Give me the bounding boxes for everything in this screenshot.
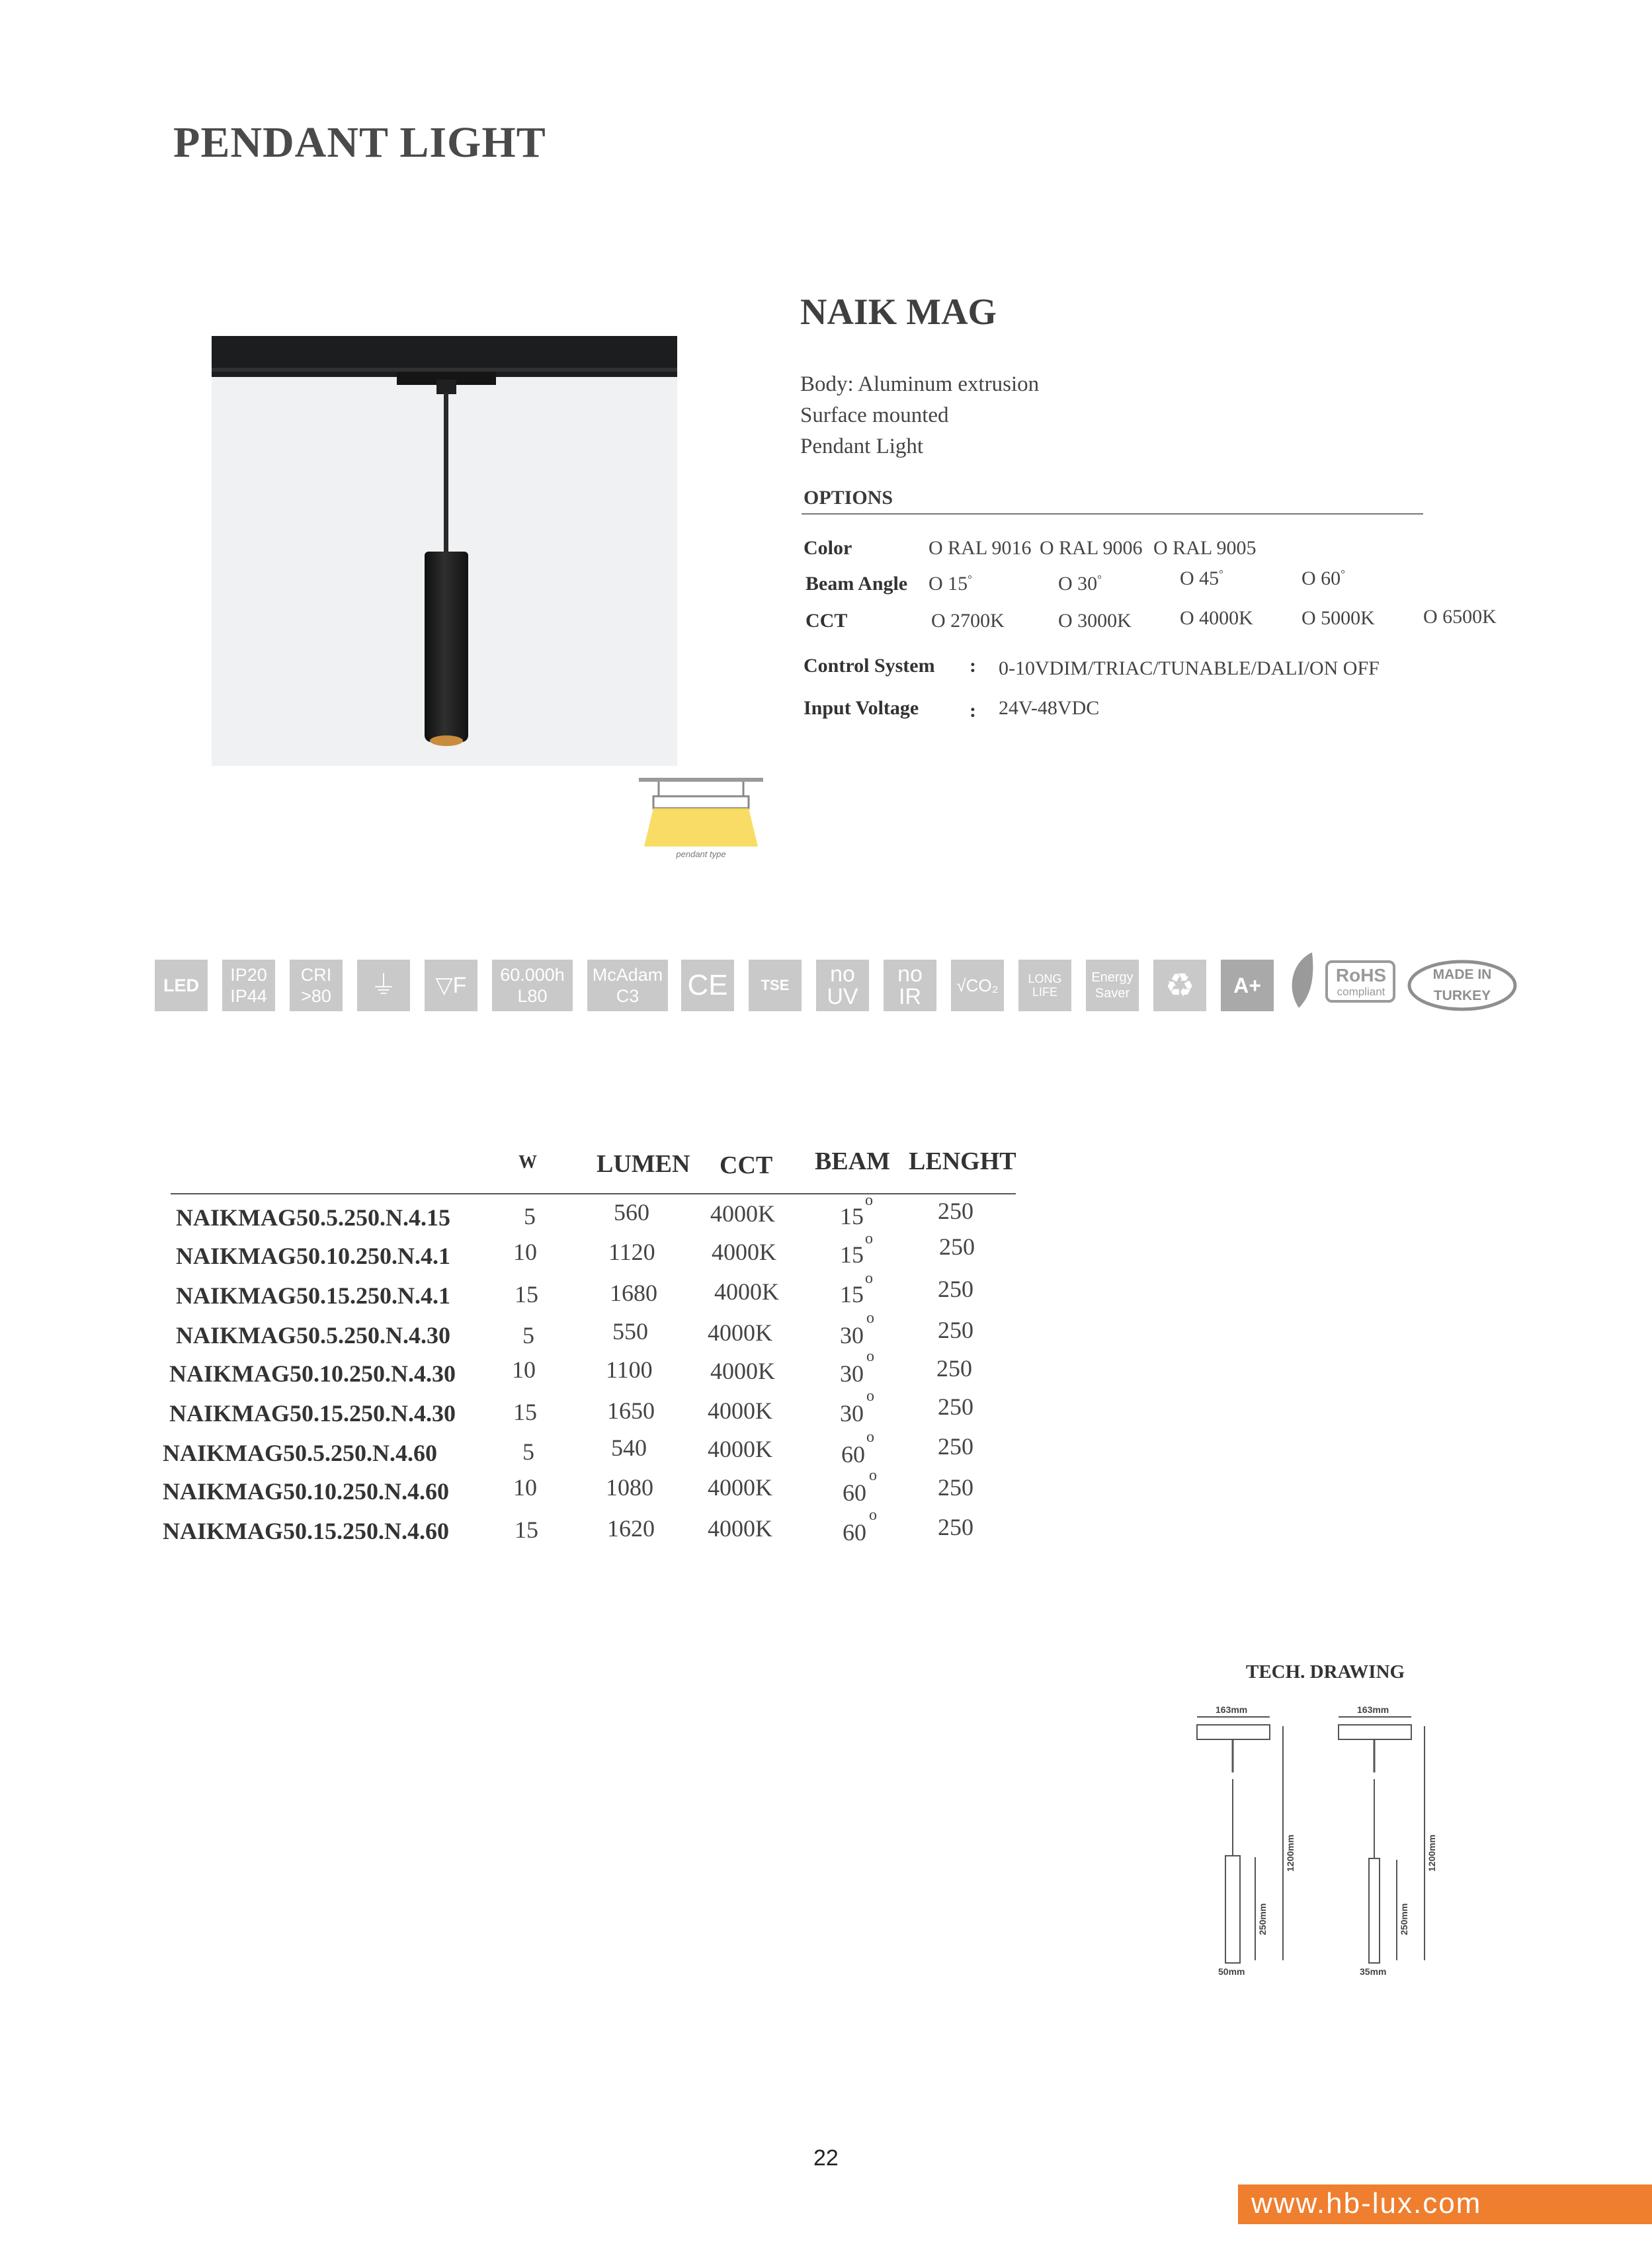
row-cct: 4000K bbox=[708, 1474, 772, 1501]
row-beam: 15 bbox=[840, 1241, 864, 1268]
row-length: 250 bbox=[939, 1233, 975, 1260]
product-photo bbox=[212, 336, 677, 766]
product-description bbox=[800, 369, 1039, 462]
recycle-icon: ♻ bbox=[1153, 960, 1206, 1011]
row-degree: o bbox=[865, 1230, 873, 1247]
rohs-badge: RoHS compliant bbox=[1286, 948, 1397, 1015]
pendant-cylinder bbox=[425, 552, 468, 742]
row-degree: o bbox=[866, 1310, 874, 1327]
header-w: W bbox=[518, 1152, 537, 1173]
footer-url-link[interactable]: www.hb-lux.com bbox=[1251, 2187, 1482, 2220]
row-length: 250 bbox=[936, 1355, 972, 1382]
made-in-turkey-badge: MADE IN TURKEY bbox=[1407, 960, 1517, 1011]
beam-angle-label: Beam Angle bbox=[805, 573, 908, 595]
ip-rating-badge: IP20 IP44 bbox=[222, 960, 275, 1011]
row-cct: 4000K bbox=[714, 1278, 779, 1305]
tech-width-a: 163mm bbox=[1216, 1704, 1248, 1715]
pendant-type-label: pendant type bbox=[676, 849, 726, 859]
row-w: 5 bbox=[522, 1322, 534, 1349]
row-code: NAIKMAG50.15.250.N.4.1 bbox=[176, 1282, 450, 1309]
row-lumen: 1120 bbox=[608, 1239, 655, 1265]
row-cct: 4000K bbox=[710, 1358, 775, 1384]
input-voltage-value: 24V-48VDC bbox=[999, 697, 1100, 719]
row-w: 5 bbox=[524, 1203, 536, 1229]
row-lumen: 1100 bbox=[606, 1356, 653, 1383]
cri-badge: CRI >80 bbox=[290, 960, 343, 1011]
ground-icon: ⏚ bbox=[357, 960, 410, 1011]
row-lumen: 1680 bbox=[610, 1280, 657, 1306]
row-cct: 4000K bbox=[710, 1200, 775, 1227]
tech-drawing-title: TECH. DRAWING bbox=[1246, 1661, 1405, 1683]
row-w: 15 bbox=[513, 1399, 537, 1425]
row-beam: 15 bbox=[840, 1281, 864, 1308]
row-w: 10 bbox=[513, 1474, 537, 1501]
tech-body-a: 250mm bbox=[1257, 1903, 1268, 1935]
color-option: O RAL 9006 bbox=[1040, 537, 1143, 559]
row-beam: 30 bbox=[840, 1322, 864, 1349]
row-code: NAIKMAG50.5.250.N.4.60 bbox=[163, 1440, 437, 1466]
row-beam: 60 bbox=[843, 1479, 866, 1506]
page-title: PENDANT LIGHT bbox=[173, 118, 546, 167]
lifetime-badge: 60.000h L80 bbox=[492, 960, 573, 1011]
row-length: 250 bbox=[938, 1198, 973, 1224]
color-label: Color bbox=[804, 537, 852, 559]
beam-option: O 15° bbox=[929, 573, 972, 595]
options-heading: OPTIONS bbox=[804, 487, 893, 509]
no-uv-badge: no UV bbox=[816, 960, 869, 1011]
tech-width-b: 163mm bbox=[1357, 1704, 1389, 1715]
row-length: 250 bbox=[938, 1317, 973, 1343]
row-beam: 30 bbox=[840, 1400, 864, 1427]
led-badge: LED bbox=[155, 960, 208, 1011]
color-option: O RAL 9005 bbox=[1153, 537, 1257, 559]
ce-mark-icon: CE bbox=[681, 960, 734, 1011]
tech-diameter-b: 35mm bbox=[1360, 1966, 1387, 1977]
row-degree: o bbox=[865, 1270, 873, 1287]
row-beam: 60 bbox=[843, 1519, 866, 1546]
row-beam: 60 bbox=[841, 1441, 865, 1468]
header-lumen: LUMEN bbox=[597, 1150, 690, 1178]
input-voltage-separator: : bbox=[970, 700, 976, 722]
header-length: LENGHT bbox=[909, 1147, 1016, 1175]
row-degree: o bbox=[866, 1348, 874, 1365]
row-cct: 4000K bbox=[712, 1239, 776, 1265]
input-voltage-label: Input Voltage bbox=[804, 697, 919, 719]
color-option: O RAL 9016 bbox=[929, 537, 1032, 559]
row-code: NAIKMAG50.5.250.N.4.15 bbox=[176, 1204, 450, 1231]
tech-height-b: 1200mm bbox=[1426, 1834, 1437, 1872]
description-line: Surface mounted bbox=[800, 403, 949, 427]
mcadam-badge: McAdam C3 bbox=[587, 960, 668, 1011]
row-degree: o bbox=[869, 1467, 877, 1484]
row-beam: 30 bbox=[840, 1360, 864, 1387]
description-line: Body: Aluminum extrusion bbox=[800, 372, 1040, 396]
beam-option: O 30° bbox=[1058, 573, 1102, 595]
long-life-icon: LONG LIFE bbox=[1018, 960, 1071, 1011]
cct-option: O 6500K bbox=[1423, 606, 1497, 628]
row-code: NAIKMAG50.10.250.N.4.1 bbox=[176, 1243, 450, 1269]
row-code: NAIKMAG50.5.250.N.4.30 bbox=[176, 1322, 450, 1349]
row-cct: 4000K bbox=[708, 1319, 772, 1346]
row-w: 15 bbox=[515, 1517, 538, 1543]
row-w: 10 bbox=[512, 1356, 536, 1383]
row-w: 15 bbox=[515, 1281, 538, 1308]
row-length: 250 bbox=[938, 1514, 973, 1540]
cct-label: CCT bbox=[805, 610, 848, 632]
co2-icon: √CO₂ bbox=[951, 960, 1004, 1011]
product-name: NAIK MAG bbox=[800, 292, 997, 333]
tech-diameter-a: 50mm bbox=[1218, 1966, 1245, 1977]
row-code: NAIKMAG50.10.250.N.4.60 bbox=[163, 1478, 449, 1505]
description-line: Pendant Light bbox=[800, 435, 924, 458]
row-lumen: 540 bbox=[611, 1435, 647, 1461]
tech-drawing bbox=[1177, 1693, 1442, 1984]
row-lumen: 1650 bbox=[607, 1397, 655, 1424]
row-lumen: 550 bbox=[612, 1318, 648, 1345]
cct-option: O 4000K bbox=[1180, 607, 1253, 629]
energy-class-badge: A+ bbox=[1221, 960, 1274, 1011]
beam-option: O 45° bbox=[1180, 567, 1223, 589]
page-number: 22 bbox=[813, 2145, 839, 2171]
f-mark-icon: ▽F bbox=[425, 960, 477, 1011]
cct-option: O 3000K bbox=[1058, 610, 1132, 632]
row-w: 5 bbox=[522, 1438, 534, 1465]
control-system-separator: : bbox=[970, 655, 976, 677]
beam-option: O 60° bbox=[1301, 567, 1345, 589]
tech-height-a: 1200mm bbox=[1285, 1834, 1296, 1872]
row-length: 250 bbox=[938, 1433, 973, 1460]
row-cct: 4000K bbox=[708, 1515, 772, 1542]
lamp-lens bbox=[430, 735, 463, 746]
row-degree: o bbox=[866, 1388, 874, 1405]
cct-option: O 2700K bbox=[931, 610, 1005, 632]
pendant-type-icon bbox=[636, 775, 766, 860]
row-length: 250 bbox=[938, 1474, 973, 1501]
header-cct: CCT bbox=[720, 1151, 773, 1179]
control-system-value: 0-10VDIM/TRIAC/TUNABLE/DALI/ON OFF bbox=[999, 657, 1380, 679]
row-lumen: 1620 bbox=[607, 1515, 655, 1542]
row-code: NAIKMAG50.10.250.N.4.30 bbox=[169, 1360, 456, 1387]
row-length: 250 bbox=[938, 1276, 973, 1302]
table-header-rule bbox=[171, 1193, 1016, 1194]
row-length: 250 bbox=[938, 1393, 973, 1420]
options-divider bbox=[802, 513, 1423, 515]
cct-option: O 5000K bbox=[1301, 607, 1375, 629]
suspension-cable bbox=[444, 393, 448, 552]
control-system-label: Control System bbox=[804, 655, 935, 677]
row-degree: o bbox=[866, 1429, 874, 1446]
row-lumen: 560 bbox=[614, 1199, 649, 1226]
row-w: 10 bbox=[513, 1239, 537, 1265]
row-lumen: 1080 bbox=[606, 1474, 653, 1501]
row-code: NAIKMAG50.15.250.N.4.30 bbox=[169, 1400, 456, 1427]
no-ir-badge: no IR bbox=[884, 960, 936, 1011]
row-beam: 15 bbox=[840, 1203, 864, 1229]
row-code: NAIKMAG50.15.250.N.4.60 bbox=[163, 1518, 449, 1544]
row-cct: 4000K bbox=[708, 1436, 772, 1462]
energy-saver-badge: Energy Saver bbox=[1086, 960, 1139, 1011]
header-beam: BEAM bbox=[815, 1147, 890, 1175]
row-degree: o bbox=[865, 1192, 873, 1209]
tech-body-b: 250mm bbox=[1399, 1903, 1409, 1935]
row-cct: 4000K bbox=[708, 1397, 772, 1424]
row-degree: o bbox=[869, 1507, 877, 1524]
tse-mark-icon: TSE bbox=[749, 960, 802, 1011]
